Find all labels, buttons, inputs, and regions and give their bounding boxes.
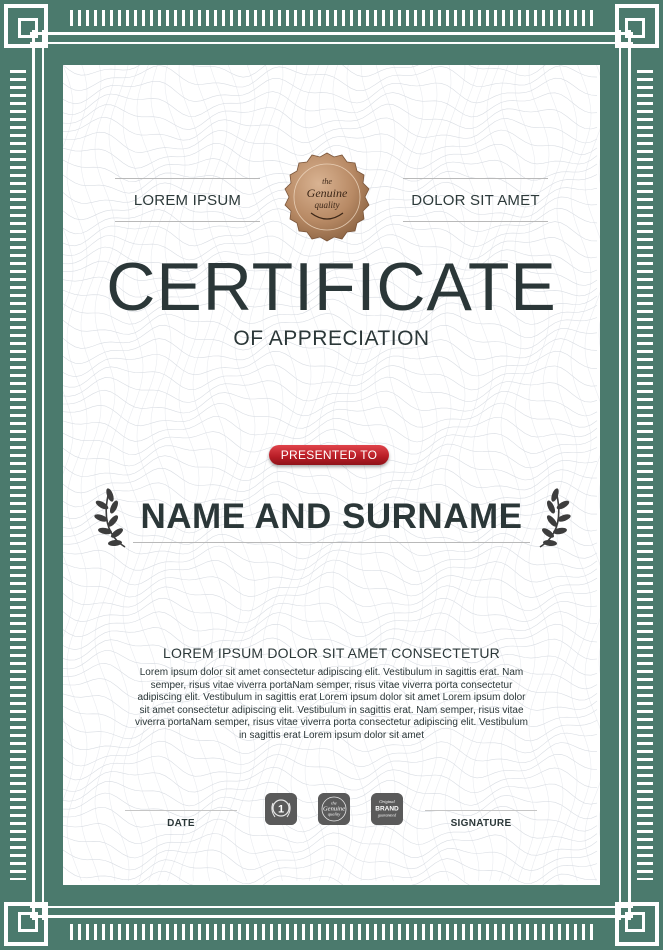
corner-ornament-top-left: [4, 4, 48, 48]
corner-ornament-bottom-right: [615, 902, 659, 946]
genuine-quality-seal: [281, 151, 373, 243]
genuine-quality-badge-icon: [318, 793, 350, 825]
svg-text:quality: quality: [327, 811, 341, 817]
number-one-laurel-icon: [265, 793, 297, 825]
corner-ornament-bottom-left: [4, 902, 48, 946]
laurel-right-icon: [530, 485, 572, 551]
header-line-left-top: [115, 178, 260, 179]
certificate-paper: [63, 65, 600, 885]
svg-text:Original: Original: [379, 799, 395, 804]
svg-text:Genuine: Genuine: [322, 805, 346, 813]
svg-text:Genuine: Genuine: [306, 186, 348, 200]
date-label: DATE: [167, 818, 195, 829]
presented-to-ribbon: PRESENTED TO: [269, 445, 389, 465]
svg-text:the: the: [322, 177, 332, 186]
certificate-subtitle: OF APPRECIATION: [233, 327, 430, 350]
svg-text:quality: quality: [314, 200, 340, 210]
frame-ticks-bottom: [70, 924, 593, 940]
frame-line-left-2: [42, 30, 44, 920]
frame-ticks-top: [70, 10, 593, 26]
svg-text:BRAND: BRAND: [375, 805, 399, 813]
date-line: [125, 810, 237, 811]
recipient-name: NAME AND SURNAME: [140, 497, 523, 536]
svg-text:1: 1: [277, 803, 285, 816]
frame-line-right-2: [619, 30, 621, 920]
frame-line-left: [32, 30, 35, 920]
frame-ticks-left: [10, 70, 26, 880]
frame-line-top: [30, 32, 633, 35]
header-line-right-top: [403, 178, 548, 179]
body-heading: LOREM IPSUM DOLOR SIT AMET CONSECTETUR: [163, 645, 500, 661]
frame-line-bottom-2: [30, 906, 633, 908]
svg-text:the: the: [331, 800, 337, 806]
frame-line-top-2: [30, 42, 633, 44]
header-line-right-bottom: [403, 221, 548, 222]
name-underline: [133, 542, 530, 543]
signature-label: SIGNATURE: [450, 818, 512, 829]
signature-line: [425, 810, 537, 811]
certificate-title: CERTIFICATE: [106, 249, 557, 325]
corner-ornament-top-right: [615, 4, 659, 48]
frame-line-bottom: [30, 915, 633, 918]
original-brand-badge-icon: [371, 793, 403, 825]
header-line-left-bottom: [115, 221, 260, 222]
body-paragraph: Lorem ipsum dolor sit amet consectetur adipiscing elit. Vestibulum in sagittis erat. Nam semper, risus vitae viverra portaNam semper, risus vitae viverra porta consectetur adipiscing elit. Vestibulum in sagittis erat Lorem ipsum dolor sit amet Lorem ipsum dolor sit amet consectetur adipiscing elit. Vestibulum in sagittis erat. Nam semper, risus vitae viverra portaNam semper, risus vitae viverra porta consectetur adipiscing elit. Vestibulum in sagittis erat Lorem ipsum dolor sit amet: [135, 667, 528, 741]
header-left-label: LOREM IPSUM: [133, 192, 242, 209]
frame-line-right: [628, 30, 631, 920]
header-right-label: DOLOR SIT AMET: [411, 192, 540, 209]
svg-text:guaranteed: guaranteed: [377, 812, 397, 818]
frame-ticks-right: [637, 70, 653, 880]
